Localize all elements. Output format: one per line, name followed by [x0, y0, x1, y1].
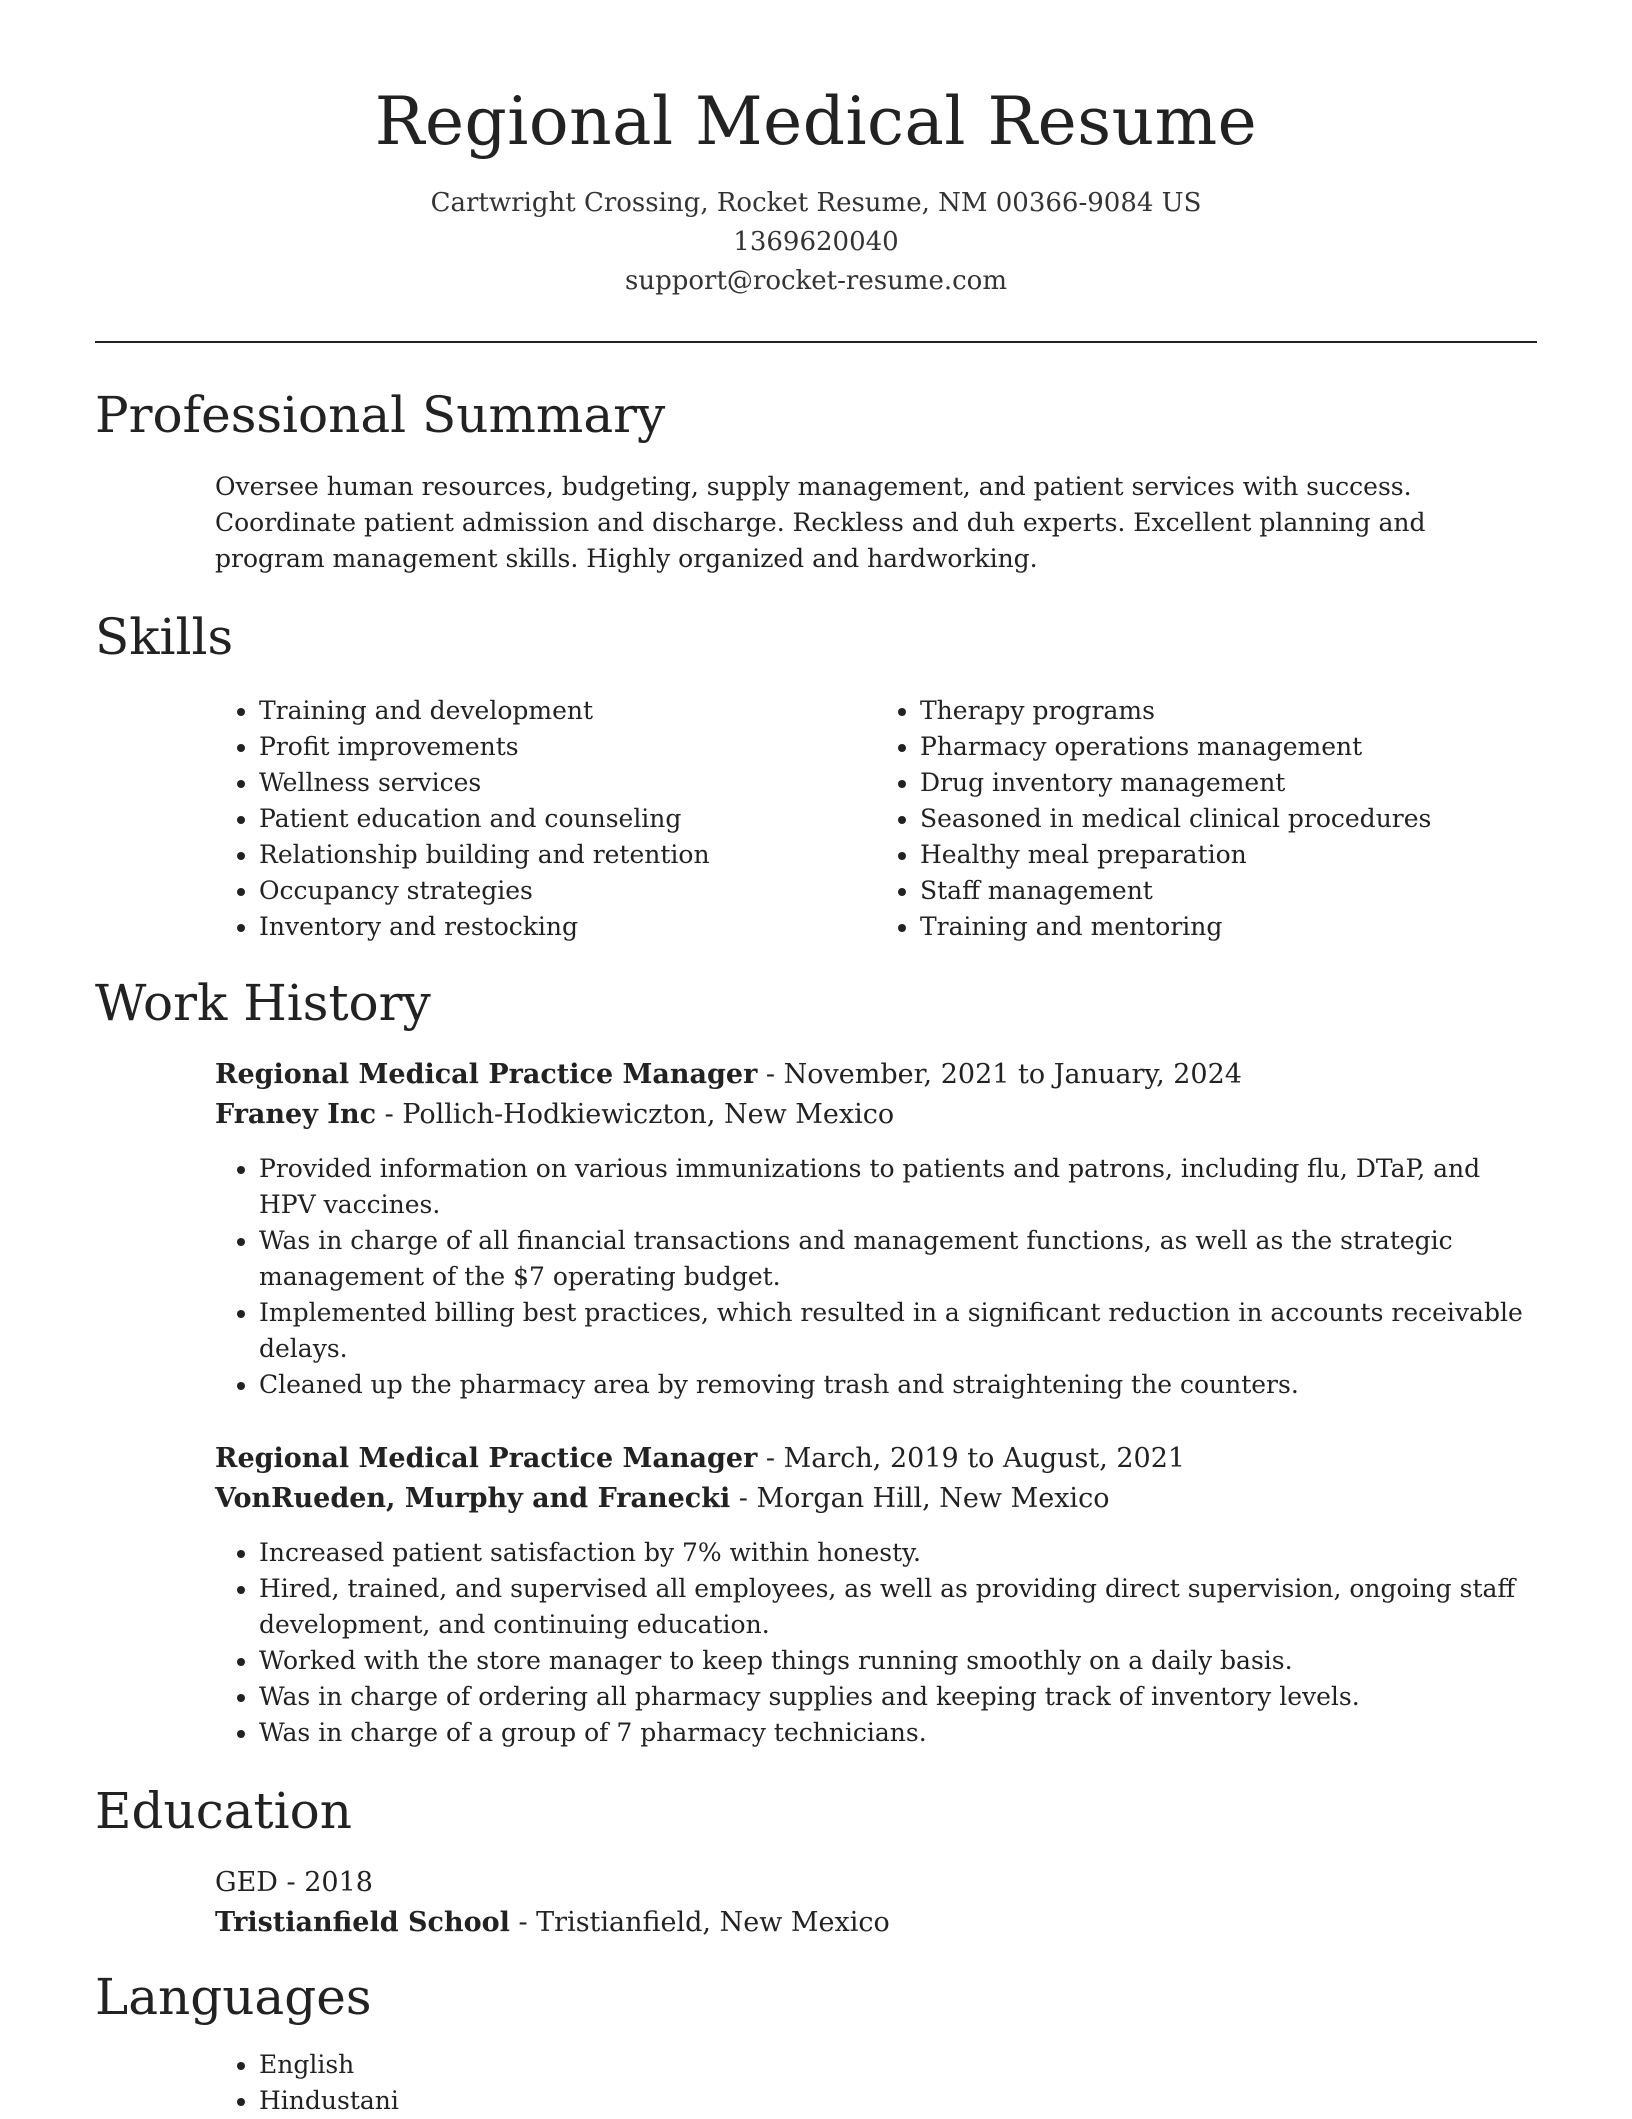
resume-header: [95, 0, 1537, 301]
education-degree: GED: [215, 1866, 278, 1898]
skills-title: Skills: [95, 607, 234, 666]
summary-section: [95, 385, 1537, 577]
skill-item: • Healthy meal preparation: [920, 837, 1537, 873]
languages-list: [215, 2047, 1537, 2119]
job-role: Regional Medical Practice Manager: [215, 1058, 758, 1090]
skills-section: [95, 607, 1537, 945]
skill-item: • Occupancy strategies: [259, 873, 876, 909]
job-bullet: • Provided information on various immunizations to patients and patrons, including flu, DTaP, and HPV vaccines.: [259, 1151, 1537, 1223]
job-bullet: • Was in charge of ordering all pharmacy supplies and keeping track of inventory levels.: [259, 1679, 1537, 1715]
job-bullet: • Was in charge of a group of 7 pharmacy technicians.: [259, 1715, 1537, 1751]
languages-title: Languages: [95, 1967, 372, 2026]
job-title-line: [215, 1439, 1537, 1479]
education-location: - Tristianfield, New Mexico: [509, 1906, 890, 1938]
job-bullet: • Was in charge of all financial transactions and management functions, as well as the strategic management of the $7 operating budget.: [259, 1223, 1537, 1295]
contact-address: Cartwright Crossing, Rocket Resume, NM 00366-9084 US: [430, 187, 1202, 218]
skill-item: • Profit improvements: [259, 729, 876, 765]
job-location: - Morgan Hill, New Mexico: [730, 1482, 1110, 1514]
job-dates: - November, 2021 to January, 2024: [757, 1058, 1242, 1090]
skills-list-left: [215, 693, 876, 945]
skill-item: • Staff management: [920, 873, 1537, 909]
contact-phone: 1369620040: [733, 226, 899, 257]
job-bullets: [215, 1535, 1537, 1751]
education-section: [95, 1781, 1537, 1943]
job-bullet: • Hired, trained, and supervised all employees, as well as providing direct supervision, ongoing staff development, and continuing education.: [259, 1571, 1537, 1643]
job-company-line: [215, 1479, 1537, 1519]
skills-columns: [215, 693, 1537, 945]
job-role: Regional Medical Practice Manager: [215, 1442, 758, 1474]
education-degree-line: [215, 1863, 1537, 1903]
work-history-section: [95, 973, 1537, 1751]
skill-item: • Patient education and counseling: [259, 801, 876, 837]
job-bullet: • Cleaned up the pharmacy area by removing trash and straightening the counters.: [259, 1367, 1537, 1403]
work-history-title: Work History: [95, 973, 431, 1032]
skill-item: • Drug inventory management: [920, 765, 1537, 801]
education-school-line: [215, 1903, 1537, 1943]
job-company: Franey Inc: [215, 1098, 377, 1130]
job-company-line: [215, 1095, 1537, 1135]
summary-title: Professional Summary: [95, 385, 666, 444]
skill-item: • Inventory and restocking: [259, 909, 876, 945]
job-company: VonRueden, Murphy and Franecki: [215, 1482, 731, 1514]
language-item: • English: [259, 2047, 1537, 2083]
language-item: • Hindustani: [259, 2083, 1537, 2119]
education-title: Education: [95, 1781, 352, 1840]
job-dates: - March, 2019 to August, 2021: [757, 1442, 1186, 1474]
job-bullet: • Worked with the store manager to keep things running smoothly on a daily basis.: [259, 1643, 1537, 1679]
contact-email: support@rocket-resume.com: [624, 265, 1007, 296]
job-entry: [215, 1439, 1537, 1751]
education-school: Tristianfield School: [215, 1906, 510, 1938]
skill-item: • Wellness services: [259, 765, 876, 801]
job-entry: [215, 1055, 1537, 1403]
job-bullets: [215, 1151, 1537, 1403]
job-location: - Pollich-Hodkiewiczton, New Mexico: [376, 1098, 895, 1130]
skill-item: • Therapy programs: [920, 693, 1537, 729]
skill-item: • Relationship building and retention: [259, 837, 876, 873]
skill-item: • Seasoned in medical clinical procedures: [920, 801, 1537, 837]
summary-text: Oversee human resources, budgeting, supply management, and patient services with success. Coordinate patient admission and discharge. Reckless and duh experts. Excellent planning and program management skills. Highly organized and hardworking.: [215, 471, 1426, 573]
skill-item: • Training and mentoring: [920, 909, 1537, 945]
job-title-line: [215, 1055, 1537, 1095]
skill-item: • Pharmacy operations management: [920, 729, 1537, 765]
job-bullet: • Implemented billing best practices, which resulted in a significant reduction in accounts receivable delays.: [259, 1295, 1537, 1367]
education-entry: [215, 1863, 1537, 1943]
job-bullet: • Increased patient satisfaction by 7% within honesty.: [259, 1535, 1537, 1571]
header-divider: [95, 341, 1537, 343]
skill-item: • Training and development: [259, 693, 876, 729]
education-year: - 2018: [277, 1866, 373, 1898]
skills-list-right: [876, 693, 1537, 945]
contact-info: [95, 184, 1537, 301]
resume-name: Regional Medical Resume: [374, 83, 1258, 160]
languages-section: [95, 1967, 1537, 2119]
